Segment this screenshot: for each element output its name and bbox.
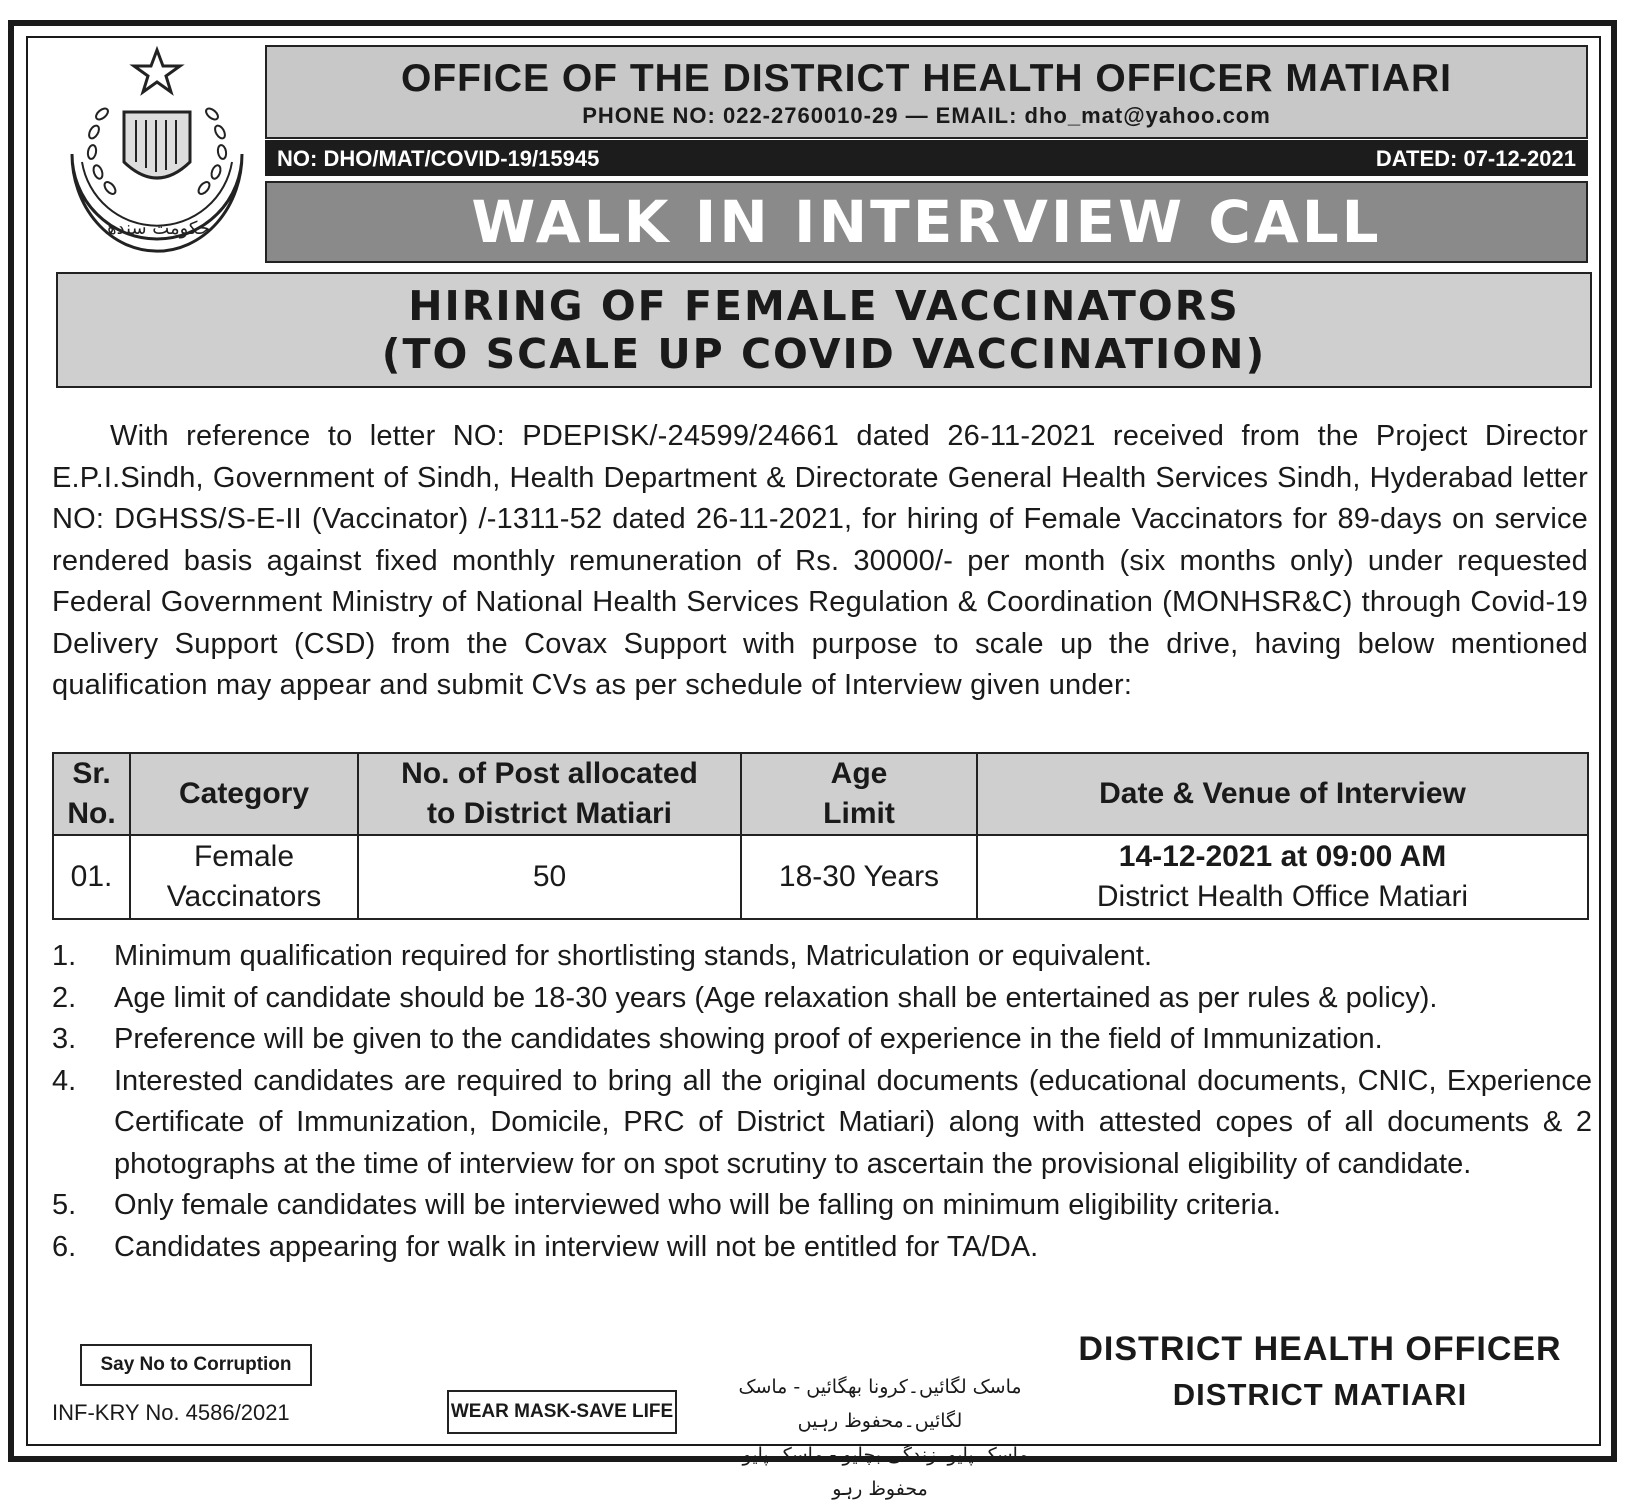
urdu-slogan-1: ماسک لگائیں۔کرونا بھگائیں - ماسک لگائیں۔محفوظ رہیں xyxy=(738,1376,1022,1432)
body-paragraph xyxy=(52,416,1588,707)
say-no-to-corruption-box: Say No to Corruption xyxy=(80,1344,312,1386)
header-date-venue: Date & Venue of Interview xyxy=(977,753,1588,835)
list-item: 3. Preference will be given to the candidates showing proof of experience in the field of Immunization. xyxy=(52,1023,1383,1055)
walk-in-banner: WALK IN INTERVIEW CALL xyxy=(265,181,1588,263)
office-title: OFFICE OF THE DISTRICT HEALTH OFFICER MATIARI xyxy=(401,57,1452,100)
logo-script: حکومت سندھ xyxy=(104,218,210,239)
hiring-heading xyxy=(56,272,1592,388)
hiring-line-2: (TO SCALE UP COVID VACCINATION) xyxy=(381,330,1267,378)
list-item: 1. Minimum qualification required for shortlisting stands, Matriculation or equivalent. xyxy=(52,940,1153,972)
terms-list xyxy=(52,936,1592,1268)
signatory-title: DISTRICT HEALTH OFFICER xyxy=(1078,1330,1562,1368)
office-contact: PHONE NO: 022-2760010-29 — EMAIL: dho_mat@yahoo.com xyxy=(582,103,1271,128)
wear-mask-box: WEAR MASK-SAVE LIFE xyxy=(447,1390,677,1434)
table-row xyxy=(53,835,1588,919)
urdu-slogans xyxy=(725,1370,1035,1506)
reference-date: DATED: 07-12-2021 xyxy=(1375,146,1576,171)
urdu-slogan-2: ماسک پایو۔زندگی بچایو - ماسک پایو۔محفوظ رہو xyxy=(731,1444,1029,1500)
cell-posts: 50 xyxy=(358,835,741,919)
header-posts: No. of Post allocated to District Matiari xyxy=(358,753,741,835)
reference-number: NO: DHO/MAT/COVID-19/15945 xyxy=(277,146,600,171)
interview-schedule-table xyxy=(52,752,1589,920)
inf-number: INF-KRY No. 4586/2021 xyxy=(52,1400,290,1425)
hiring-line-1: HIRING OF FEMALE VACCINATORS xyxy=(408,282,1240,330)
body-paragraph-text: With reference to letter NO: PDEPISK/-24599/24661 dated 26-11-2021 received from the Project Director E.P.I.Sindh, Government of Sindh, Health Department & Directorate General Health Services Sindh, Hyderabad letter NO: DGHSS/S-E-II (Vaccinator) /-1311-52 dated 26-11-2021, for hiring of Female Vaccinators for 89-days on service rendered basis against fixed monthly remuneration of Rs. 30000/- per month (six months only) under requested Federal Government Ministry of National Health Services Regulation & Coordination (MONHSR&C) through Covid-19 Delivery Support (CSD) from the Covax Support with purpose to scale up the drive, having below mentioned qualification may appear and submit CVs as per schedule of Interview given under: xyxy=(52,420,1588,701)
wreath-left xyxy=(87,106,118,195)
office-header xyxy=(265,45,1588,139)
header-age-limit: Age Limit xyxy=(741,753,977,835)
interview-date: 14-12-2021 at 09:00 AM xyxy=(1118,840,1447,873)
list-item: 4. Interested candidates are required to bring all the original documents (educational documents, CNIC, Experience Certificate of Immunization, Domicile, PRC of District Matiari) along with attested copes of all documents & 2 photographs at the time of interview for on spot scrutiny to ascertain the provisional eligibility of candidate. xyxy=(52,1064,1592,1180)
sindh-government-logo xyxy=(52,44,262,254)
cell-category: Female Vaccinators xyxy=(130,835,358,919)
cell-sr-no: 01. xyxy=(53,835,130,919)
cell-date-venue xyxy=(977,835,1588,919)
list-item: 6. Candidates appearing for walk in interview will not be entitled for TA/DA. xyxy=(52,1230,1039,1263)
table-header-row xyxy=(53,753,1588,835)
signatory-district: DISTRICT MATIARI xyxy=(1172,1377,1468,1412)
reference-bar xyxy=(265,140,1588,176)
star-icon xyxy=(134,50,180,92)
header-category: Category xyxy=(130,753,358,835)
header-sr-no: Sr. No. xyxy=(53,753,130,835)
interview-venue: District Health Office Matiari xyxy=(1096,880,1469,913)
signature-block xyxy=(1040,1330,1600,1413)
wreath-right xyxy=(196,106,227,195)
list-item: 5. Only female candidates will be interviewed who will be falling on minimum eligibility criteria. xyxy=(52,1189,1281,1221)
list-item: 2. Age limit of candidate should be 18-30 years (Age relaxation shall be entertained as per rules & policy). xyxy=(52,981,1438,1014)
cell-age-limit: 18-30 Years xyxy=(741,835,977,919)
